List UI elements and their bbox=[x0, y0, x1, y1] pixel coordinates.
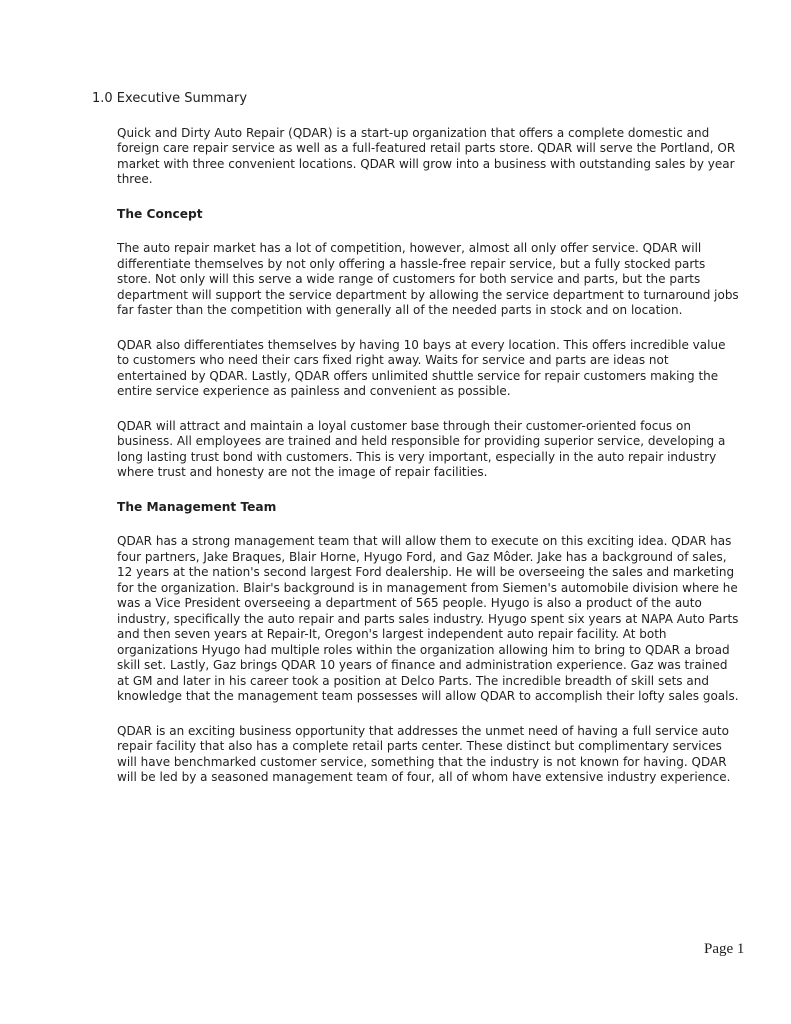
paragraph-concept-1: The auto repair market has a lot of competition, however, almost all only offer service. QDAR will differentiate themselves by not only offering a hassle-free repair service, but a fully stocked parts store. Not only will this serve a wide range of customers for both service and parts, but the parts department will support the service department by allowing the service department to turnaround jobs far faster than the competition with generally all of the needed parts in stock and on location. bbox=[117, 241, 739, 317]
page-number: Page 1 bbox=[704, 941, 745, 957]
paragraph-concept-3: QDAR will attract and maintain a loyal customer base through their customer-oriented focus on business. All employees are trained and held responsible for providing superior service, developing a long lasting trust bond with customers. This is very important, especially in the auto repair industry where trust and honesty are not the image of repair facilities. bbox=[117, 418, 726, 479]
paragraph-intro: Quick and Dirty Auto Repair (QDAR) is a start-up organization that offers a complete domestic and foreign care repair service as well as a full-featured retail parts store. QDAR will serve the Portland, OR market with three convenient locations. QDAR will grow into a business with outstanding sales by year three. bbox=[117, 125, 736, 186]
section-number-heading: 1.0 Executive Summary bbox=[92, 91, 248, 106]
paragraph-closing: QDAR is an exciting business opportunity that addresses the unmet need of having a full service auto repair facility that also has a complete retail parts center. These distinct but complimentary services will have benchmarked customer service, something that the industry is not known for having. QDAR will be led by a seasoned management team of four, all of whom have extensive industry experience. bbox=[117, 723, 731, 784]
document-content bbox=[92, 91, 742, 805]
paragraph-concept-2: QDAR also differentiates themselves by having 10 bays at every location. This offers incredible value to customers who need their cars fixed right away. Waits for service and parts are ideas not entertained by QDAR. Lastly, QDAR offers unlimited shuttle service for repair customers making the entire service experience as painless and convenient as possible. bbox=[117, 337, 726, 398]
paragraph-management-team: QDAR has a strong management team that will allow them to execute on this exciting idea. QDAR has four partners, Jake Braques, Blair Horne, Hyugo Ford, and Gaz Môder. Jake has a background of sales, 12 years at the nation's second largest Ford dealership. He will be overseeing the sales and marketing for the organization. Blair's background is in management from Siemen's automobile division where he was a Vice President overseeing a department of 565 people. Hyugo is also a product of the auto industry, specifically the auto repair and parts sales industry. Hyugo spent six years at NAPA Auto Parts and then seven years at Repair-It, Oregon's largest independent auto repair facility. At both organizations Hyugo had multiple roles within the organization allowing him to bring to QDAR a broad skill set. Lastly, Gaz brings QDAR 10 years of finance and administration experience. Gaz was trained at GM and later in his career took a position at Delco Parts. The incredible breadth of skill sets and knowledge that the management team possesses will allow QDAR to accomplish their lofty sales goals. bbox=[117, 534, 739, 703]
section-heading-management-team: The Management Team bbox=[117, 499, 277, 514]
document-body bbox=[117, 126, 742, 786]
section-heading-concept: The Concept bbox=[117, 206, 203, 221]
